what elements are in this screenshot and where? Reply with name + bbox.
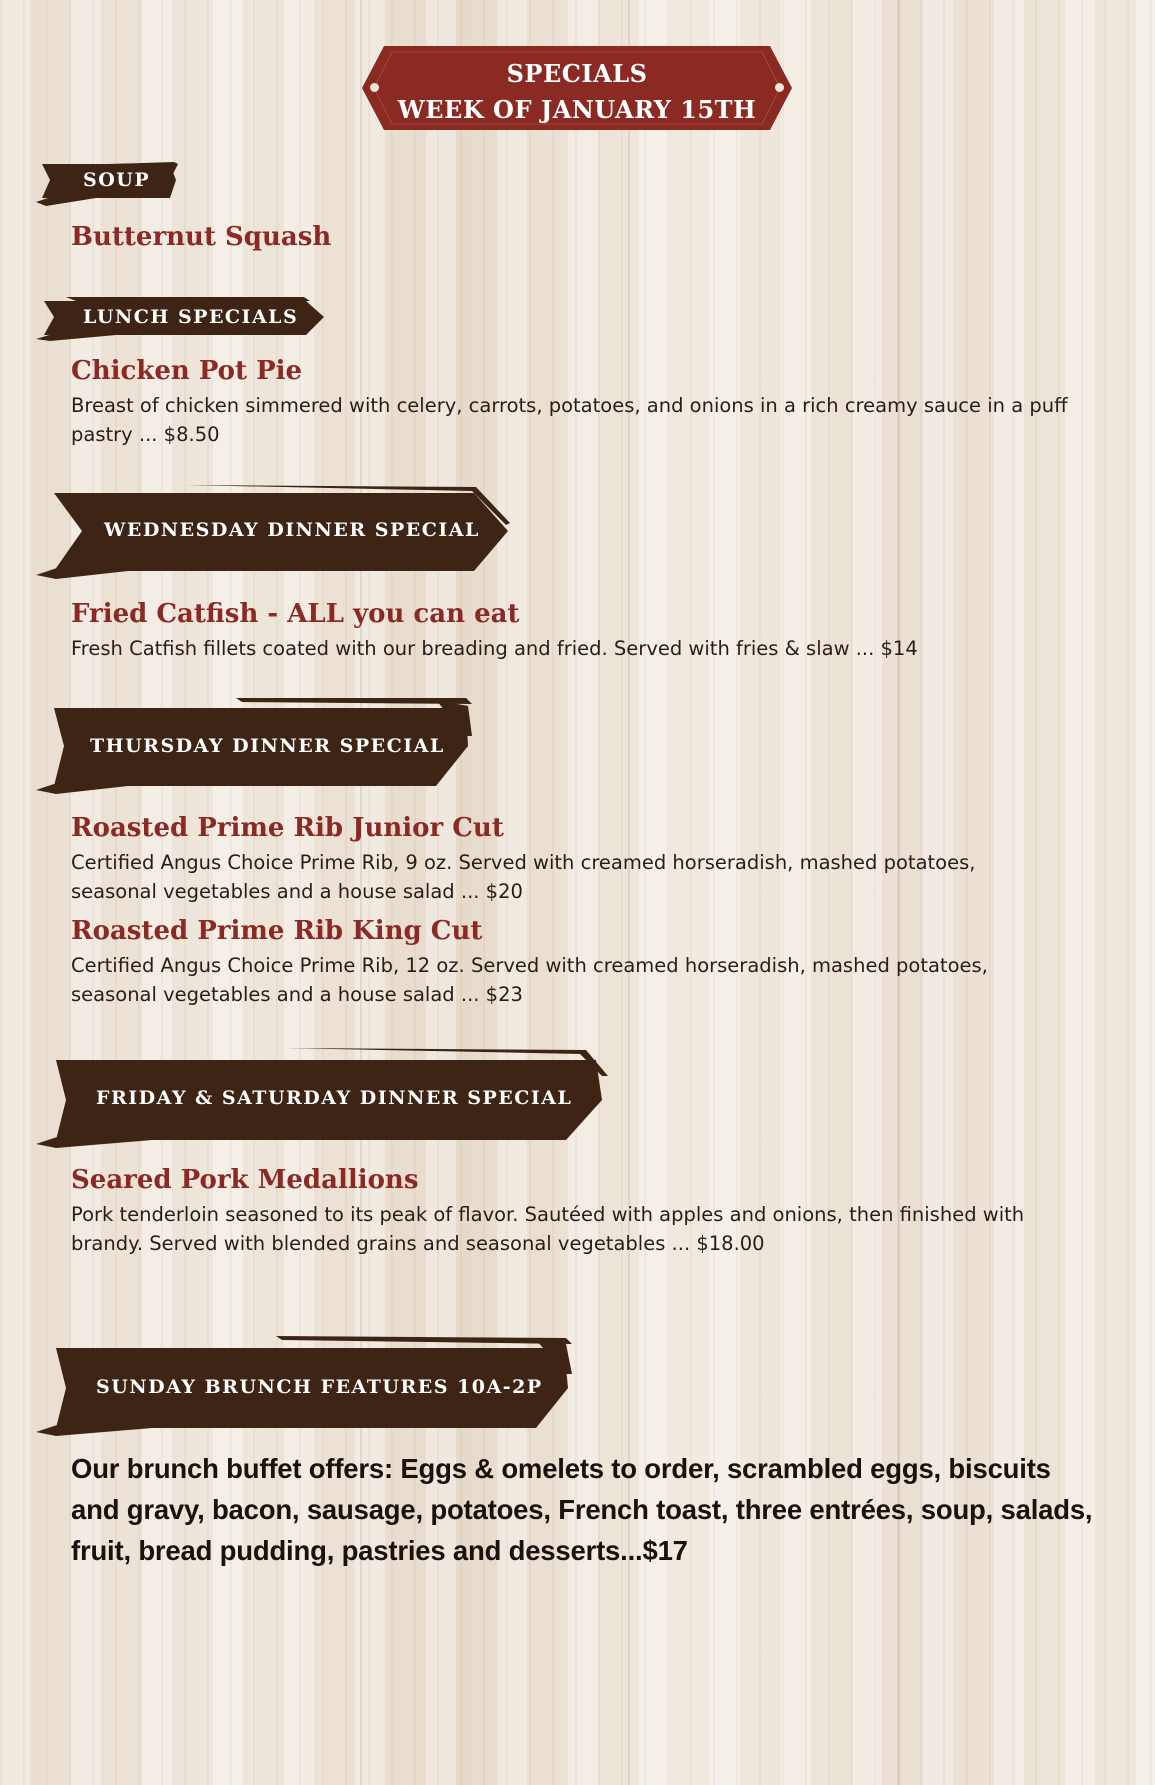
sunday-label: SUNDAY BRUNCH FEATURES 10A-2P (96, 1376, 543, 1398)
title-line-1: SPECIALS (506, 59, 648, 88)
title-line-2: WEEK OF JANUARY 15TH (397, 95, 757, 124)
sunday-banner (36, 1334, 576, 1436)
thursday-item-2-title: Roasted Prime Rib King Cut (71, 916, 483, 946)
thursday-item-1-title: Roasted Prime Rib Junior Cut (71, 813, 504, 843)
lunch-item-desc: Breast of chicken simmered with celery, carrots, potatoes, and onions in a rich creamy sauce in a puff pastry ... $8.50 (71, 394, 1068, 446)
friday-saturday-label: FRIDAY & SATURDAY DINNER SPECIAL (96, 1087, 573, 1109)
soup-label: SOUP (83, 169, 151, 191)
thursday-item-1-desc: Certified Angus Choice Prime Rib, 9 oz. Served with creamed horseradish, mashed potatoes, seasonal vegetables and a house salad ... $20 (71, 851, 976, 903)
wednesday-item-desc: Fresh Catfish fillets coated with our breading and fried. Served with fries & slaw ... $14 (71, 637, 918, 660)
thursday-label: THURSDAY DINNER SPECIAL (90, 735, 445, 757)
wednesday-label: WEDNESDAY DINNER SPECIAL (104, 519, 480, 541)
friday-saturday-item-desc: Pork tenderloin seasoned to its peak of flavor. Sautéed with apples and onions, then finished with brandy. Served with blended grains and seasonal vegetables ... $18.00 (71, 1203, 1025, 1255)
header-banner (362, 46, 792, 130)
friday-saturday-item-title: Seared Pork Medallions (71, 1165, 419, 1195)
friday-saturday-banner (36, 1046, 611, 1148)
lunch-label: LUNCH SPECIALS (83, 306, 299, 328)
page-title (362, 56, 792, 128)
sunday-brunch-text: Our brunch buffet offers: Eggs & omelets to order, scrambled eggs, biscuits and gravy, bacon, sausage, potatoes, French toast, three entrées, soup, salads, fruit, bread pudding, pastries and desserts...$17 (71, 1453, 1093, 1566)
lunch-item-title: Chicken Pot Pie (71, 356, 303, 386)
thursday-item-2-desc: Certified Angus Choice Prime Rib, 12 oz. Served with creamed horseradish, mashed potatoes, seasonal vegetables and a house salad ... $23 (71, 954, 988, 1006)
lunch-banner (36, 295, 326, 341)
soup-item-title: Butternut Squash (71, 222, 332, 252)
soup-banner (36, 160, 181, 206)
wednesday-banner (36, 483, 514, 579)
wednesday-item-title: Fried Catfish - ALL you can eat (71, 599, 520, 629)
thursday-banner (36, 696, 476, 794)
